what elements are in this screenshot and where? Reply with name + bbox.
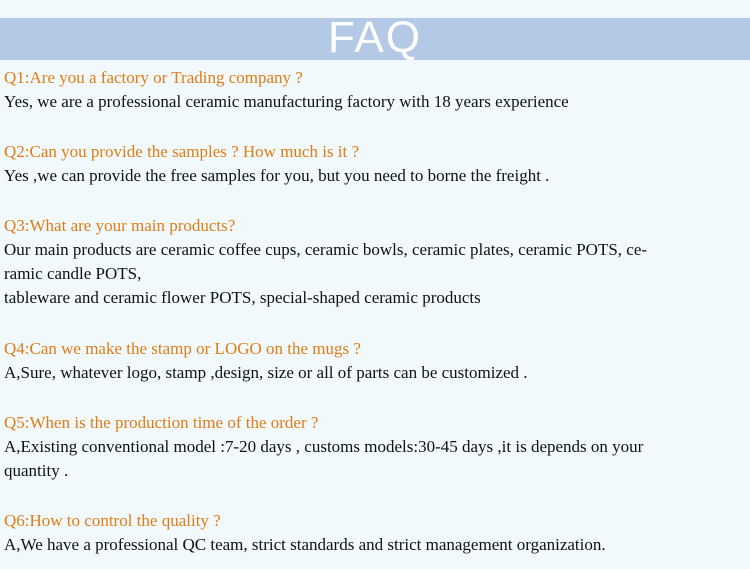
answer-line: A,Sure, whatever logo, stamp ,design, size or all of parts can be customized . — [4, 363, 528, 382]
faq-answer — [4, 238, 744, 310]
faq-item-1 — [4, 66, 744, 114]
answer-line: Yes, we are a professional ceramic manufacturing factory with 18 years experience — [4, 92, 569, 111]
faq-answer — [4, 533, 744, 557]
faq-answer — [4, 435, 744, 483]
faq-question: Q5:When is the production time of the order ? — [4, 413, 319, 432]
faq-item-5 — [4, 411, 744, 483]
faq-question: Q1:Are you a factory or Trading company ? — [4, 68, 303, 87]
faq-answer — [4, 164, 744, 188]
faq-item-6 — [4, 509, 744, 557]
answer-line: Our main products are ceramic coffee cups, ceramic bowls, ceramic plates, ceramic POTS, ce- — [4, 240, 648, 259]
faq-answer — [4, 361, 744, 385]
page-title: FAQ — [327, 13, 423, 62]
faq-question: Q4:Can we make the stamp or LOGO on the mugs ? — [4, 339, 361, 358]
answer-line: A,Existing conventional model :7-20 days , customs models:30-45 days ,it is depends on your — [4, 437, 644, 456]
answer-line: Yes ,we can provide the free samples for you, but you need to borne the freight . — [4, 166, 550, 185]
faq-answer — [4, 90, 744, 114]
answer-line: A,We have a professional QC team, strict standards and strict management organization. — [4, 535, 606, 554]
faq-item-4 — [4, 337, 744, 385]
faq-question: Q6:How to control the quality ? — [4, 511, 221, 530]
answer-line: tableware and ceramic flower POTS, special-shaped ceramic products — [4, 288, 481, 307]
faq-item-3 — [4, 214, 744, 310]
answer-line: ramic candle POTS, — [4, 264, 142, 283]
faq-question: Q2:Can you provide the samples ? How much is it ? — [4, 142, 360, 161]
faq-question: Q3:What are your main products? — [4, 216, 236, 235]
answer-line: quantity . — [4, 461, 69, 480]
faq-item-2 — [4, 140, 744, 188]
